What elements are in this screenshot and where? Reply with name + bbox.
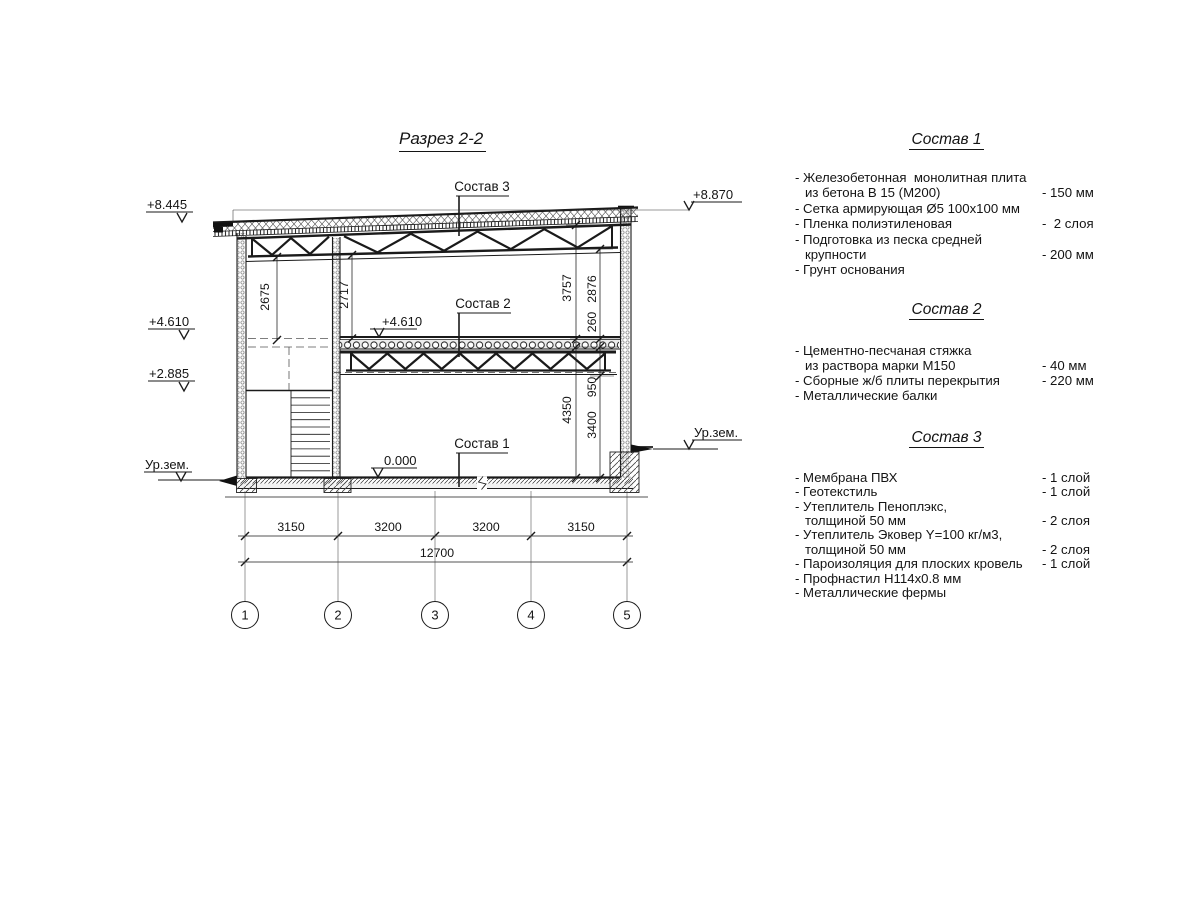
dim-span-1: 3150	[277, 520, 305, 534]
legend-row-value	[1042, 500, 1098, 514]
floor-truss-web	[351, 354, 605, 370]
legend-row-text: - Пленка полиэтиленовая	[795, 216, 952, 232]
legend-row-text: - Цементно-песчаная стяжка	[795, 342, 972, 358]
elevation-floor2-mid: +4.610	[382, 314, 423, 329]
legend-row	[795, 543, 1098, 557]
legend-row-value: - 150 мм	[1042, 185, 1094, 201]
axis2-wall	[333, 237, 341, 478]
legend-row-text: - Сетка армирующая Ø5 100х100 мм	[795, 200, 1020, 216]
plinth-flashing-left	[219, 476, 237, 487]
callout-sostav2-label: Состав 2	[455, 296, 511, 311]
legend-row-text: из бетона В 15 (М200)	[805, 185, 941, 201]
legend-row	[795, 373, 1098, 388]
legend-row-text: - Подготовка из песка средней	[795, 231, 982, 247]
legend-row-text: - Металлические балки	[795, 387, 938, 403]
roof-edge-flashing	[213, 222, 233, 227]
legend-row	[795, 201, 1098, 216]
dim-total: 12700	[419, 546, 455, 560]
legend-row-value: - 200 мм	[1042, 247, 1094, 263]
dim-2717: 2717	[337, 281, 351, 309]
legend-row	[795, 262, 1098, 277]
elevation-floor0: 0.000	[384, 453, 417, 468]
stairs	[246, 339, 332, 478]
legend-row-text: толщиной 50 мм	[805, 541, 906, 557]
legend-row-value	[1042, 586, 1098, 600]
legend-row-value: - 1 слой	[1042, 556, 1091, 572]
legend-row-text: - Грунт основания	[795, 262, 905, 278]
legend-row	[795, 557, 1098, 571]
drawing-title: Разрез 2-2	[399, 129, 486, 152]
legend-row	[795, 514, 1098, 528]
legend-row-text: - Мембрана ПВХ	[795, 469, 898, 485]
legend-row-value: - 2 слоя	[1042, 513, 1090, 529]
legend-row	[795, 185, 1098, 200]
legend-row	[795, 358, 1098, 373]
legend-row-text: - Металлические фермы	[795, 585, 947, 601]
legend-row-value: - 2 слоя	[1042, 541, 1090, 557]
callout-sostav1-label: Состав 1	[454, 436, 510, 451]
legend-row	[795, 471, 1098, 485]
legend-section-title: Состав 1	[795, 131, 1098, 149]
dim-span-4: 3150	[567, 520, 595, 534]
legend-row-value	[1042, 528, 1098, 542]
legend-row-value: - 1 слой	[1042, 469, 1091, 485]
legend-row	[795, 572, 1098, 586]
dim-span-3: 3200	[472, 520, 500, 534]
legend-row-text: - Профнастил Н114х0.8 мм	[795, 570, 962, 586]
legend-row-text: - Сборные ж/б плиты перекрытия	[795, 372, 1000, 388]
legend-row-value	[1042, 388, 1098, 403]
legend-row	[795, 500, 1098, 514]
legend-row-text: крупности	[805, 247, 867, 263]
legend-row-value	[1042, 572, 1098, 586]
dim-950: 950	[585, 376, 599, 398]
dim-2675: 2675	[258, 283, 272, 311]
legend-row-text: толщиной 50 мм	[805, 513, 906, 529]
legend-row-text: - Утеплитель Эковер Y=100 кг/м3,	[795, 527, 1003, 543]
hollow-core-slab	[340, 340, 619, 349]
legend-section-title: Состав 2	[795, 301, 1098, 319]
dim-2876: 2876	[585, 275, 599, 303]
axis-number: 4	[527, 607, 535, 623]
axis-number: 2	[334, 607, 342, 623]
elevation-floor2-left: +4.610	[149, 314, 190, 329]
dimension-lines	[233, 210, 688, 566]
roof-assembly	[213, 208, 638, 262]
callout-sostav3-label: Состав 3	[454, 179, 510, 194]
legend-row	[795, 232, 1098, 247]
floor2-assembly	[334, 337, 620, 375]
dim-3757: 3757	[560, 274, 574, 302]
dim-span-2: 3200	[374, 520, 402, 534]
left-wall	[237, 233, 246, 478]
legend-row-text: из раствора марки М150	[805, 357, 956, 373]
legend-row	[795, 485, 1098, 499]
legend-row-text: - Утеплитель Пеноплэкс,	[795, 498, 948, 514]
legend-row	[795, 388, 1098, 403]
axis-number: 5	[623, 607, 631, 623]
legend-row-text: - Пароизоляция для плоских кровель	[795, 556, 1023, 572]
legend-row-value: - 1 слой	[1042, 484, 1091, 500]
legend-row-value	[1042, 262, 1098, 277]
legend-section	[795, 131, 1098, 278]
dim-4350: 4350	[560, 396, 574, 424]
axis-number: 1	[241, 607, 249, 623]
dim-260: 260	[585, 311, 599, 333]
axis-number: 3	[431, 607, 439, 623]
legend-row-text: - Геотекстиль	[795, 484, 878, 500]
legend-row	[795, 170, 1098, 185]
legend-section	[795, 429, 1098, 601]
right-wall	[618, 207, 634, 478]
elevation-landing: +2.885	[149, 366, 190, 381]
legend-row	[795, 343, 1098, 358]
legend-section-title: Состав 3	[795, 429, 1098, 447]
legend-row-text: - Железобетонная монолитная плита	[795, 170, 1027, 185]
ground-level-left-label: Ур.зем.	[145, 457, 190, 472]
dim-3400: 3400	[585, 411, 599, 439]
legend-row-value	[1042, 170, 1098, 185]
legend-row	[795, 216, 1098, 231]
stair-treads	[291, 398, 330, 471]
legend-row	[795, 247, 1098, 262]
materials-legend	[795, 130, 1098, 601]
legend-row-value	[1042, 343, 1098, 358]
legend-row-value: - 2 слоя	[1042, 216, 1094, 232]
legend-row-value: - 40 мм	[1042, 357, 1087, 373]
elevation-roof-left: +8.445	[147, 197, 188, 212]
legend-row-value: - 220 мм	[1042, 372, 1094, 388]
legend-row	[795, 586, 1098, 600]
ground-level-right-label: Ур.зем.	[694, 425, 739, 440]
elevation-roof-right: +8.870	[693, 187, 734, 202]
legend-row-value	[1042, 201, 1098, 216]
legend-row-value	[1042, 232, 1098, 247]
legend-section	[795, 301, 1098, 403]
legend-row	[795, 528, 1098, 542]
